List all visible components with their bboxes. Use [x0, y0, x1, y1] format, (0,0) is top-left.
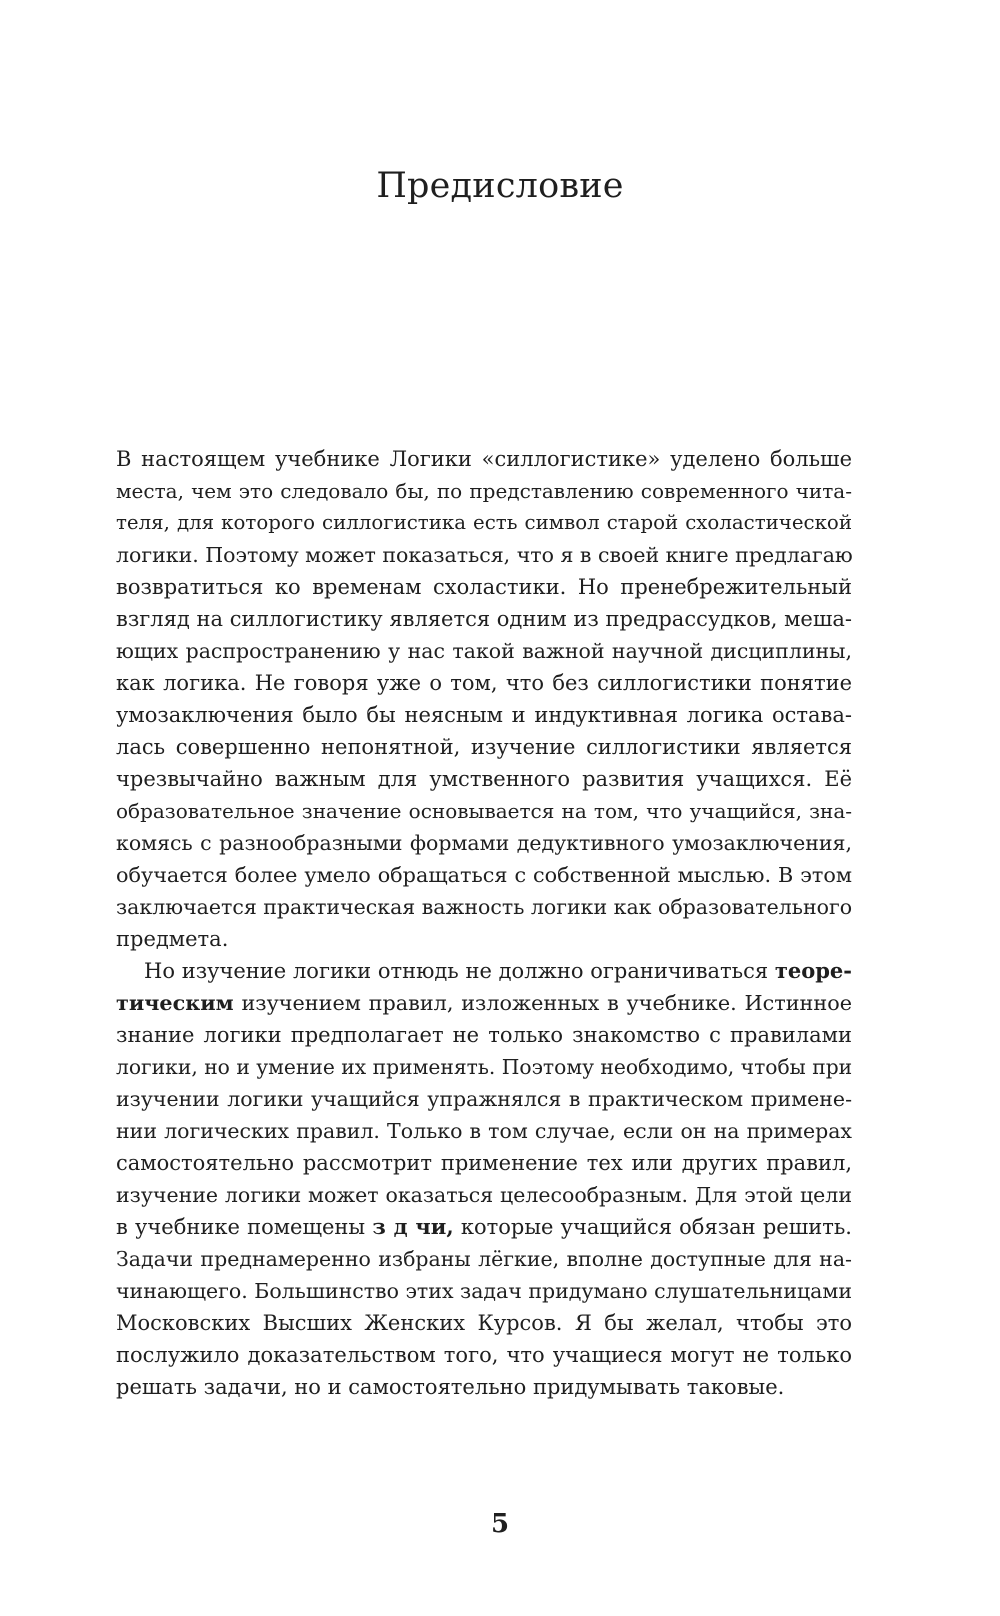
text-line: послужило доказательством того, что учащиеся могут не только — [116, 1343, 852, 1367]
text-line: предмета. — [116, 927, 229, 951]
page-title: Предисловие — [376, 166, 624, 206]
page-number: 5 — [490, 1509, 510, 1539]
text-line: обучается более умело обращаться с собственной мыслью. В этом — [116, 863, 852, 887]
text-line: как логика. Не говоря уже о том, что без силлогистики понятие — [116, 671, 852, 695]
text-line: логики. Поэтому может показаться, что я в своей книге предлагаю — [116, 543, 853, 567]
text-run: в учебнике помещены — [116, 1215, 373, 1239]
text-run: Но изучение логики отнюдь не должно ограничиваться — [144, 959, 775, 983]
text-line: места, чем это следовало бы, по представлению современного чита- — [116, 479, 852, 503]
text-line: Московских Высших Женских Курсов. Я бы желал, чтобы это — [116, 1311, 852, 1335]
text-line: самостоятельно рассмотрит применение тех или других правил, — [116, 1151, 852, 1175]
text-line — [144, 955, 852, 987]
bold-term: теоре- — [774, 958, 852, 983]
text-line: нии логических правил. Только в том случае, если он на примерах — [116, 1119, 852, 1143]
text-line: знание логики предполагает не только знакомство с правилами — [116, 1023, 852, 1047]
text-line: взгляд на силлогистику является одним из предрассудков, меша- — [116, 607, 852, 631]
text-line — [116, 1211, 852, 1243]
text-line: логики, но и умение их применять. Поэтому необходимо, чтобы при — [116, 1055, 853, 1079]
text-line: заключается практическая важность логики как образовательного — [116, 895, 853, 919]
text-run: изучением правил, изложенных в учебнике. Истинное — [233, 991, 852, 1015]
bold-term: тическим — [116, 991, 234, 1015]
text-line: комясь с разнообразными формами дедуктивного умозаключения, — [116, 831, 852, 855]
text-line: лась совершенно непонятной, изучение силлогистики является — [116, 735, 852, 759]
text-line: образовательное значение основывается на том, что учащийся, зна- — [116, 799, 852, 823]
text-line — [116, 987, 852, 1019]
text-line: чрезвычайно важным для умственного развития учащихся. Её — [116, 767, 852, 791]
text-line: теля, для которого силлогистика есть символ старой схоластической — [116, 511, 852, 534]
bold-term: з д чи, — [372, 1214, 454, 1239]
text-line: Задачи преднамеренно избраны лёгкие, вполне доступные для на- — [116, 1247, 852, 1271]
text-line: В настоящем учебнике Логики «силлогистике» уделено больше — [116, 447, 852, 471]
text-line: решать задачи, но и самостоятельно придумывать таковые. — [116, 1375, 785, 1399]
text-line: возвратиться ко временам схоластики. Но пренебрежительный — [116, 575, 852, 599]
text-line: изучении логики учащийся упражнялся в практическом примене- — [116, 1087, 852, 1111]
text-line: умозаключения было бы неясным и индуктивная логика остава- — [116, 703, 852, 727]
text-line: изучение логики может оказаться целесообразным. Для этой цели — [116, 1183, 852, 1207]
text-run: которые учащийся обязан решить. — [453, 1215, 852, 1239]
text-line: чинающего. Большинство этих задач придумано слушательницами — [116, 1279, 852, 1303]
text-line: ющих распространению у нас такой важной научной дисциплины, — [116, 639, 852, 663]
